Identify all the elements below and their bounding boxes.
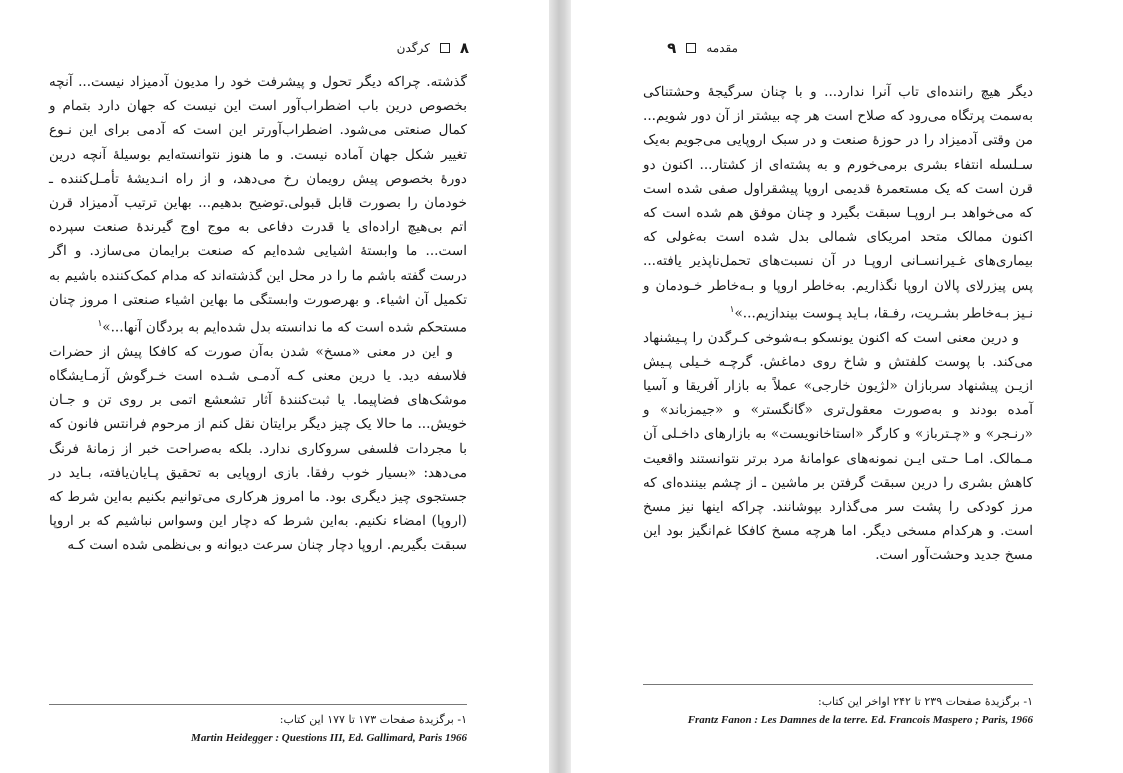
book-gutter [549, 0, 571, 773]
page-number: ۹ [667, 39, 677, 57]
running-head [667, 38, 738, 58]
running-title: مقدمه [706, 41, 738, 55]
left-page [0, 0, 549, 773]
running-title: کرگدن [396, 41, 430, 55]
footnote-text: ۱- برگزیدهٔ صفحات ۲۳۹ تا ۲۴۲ اواخر این کتاب: [817, 695, 1033, 708]
paragraph: و درین معنی است که اکنون یونسکو بـه‌شوخی کـرگدن را پـیشنهاد می‌کند. با پوست کلفتش و شاخ روی دماغش. گرچـه خـیلی پـیش ازیـن پیشنهاد سربازان «لژیون خارجی» عملاً به بازار آفریقا و آسیا آمده بودند و به‌صورت معقول‌تری «گانگستر» و «جیمزباند» و «رنـجر» و «چـترباز» و کارگر «استاخانویست» به بازارهای داخـلی آن مـمالک. امـا حـتی ایـن نمونه‌های عوامانهٔ مرد برتر نتوانستند واقعیت کاهش بشری را درین سبقت گرفتن بر ماشین ـ از چشم بیننده‌ای که مرز کودکی را پشت سر می‌گذارد بپوشانند. چراکه اینها نیز مسخ است. و هرکدام مسخی دیگر. اما هرچه مسخ کافکا غم‌انگیز بود این مسخ جدید وحشت‌آور است. [643, 329, 1033, 564]
footnote [49, 710, 467, 748]
paragraph: و این در معنی «مسخ» شدن به‌آن صورت که کافکا پیش از حضرات فلاسفه دید. یا درین معنی کـه آدمـی شـده است خـرگوش آزمـایشگاه موشک‌های فضاپیما. یا ثبت‌کنندهٔ آثار تشعشع اتمی بر روی تن و جـان خویش... ما حالا یک چیز دیگر برایتان نقل کنم از مرحوم فرانتس فانون که با مجردات فلسفی سروکاری ندارد. بلکه به‌صراحت خبر از زمانهٔ فرنگ می‌دهد: «بسیار خوب رفقا. بازی اروپایی به تحقیق پـایان‌یافته، بـاید در جستجوی چیز دیگری بود. ما امروز هرکاری می‌توانیم بکنیم به‌این شرط که (اروپا) امضاء نکنیم. به‌این شرط که دچار این وسواس نباشیم که بر اروپا سبقت بگیریم. اروپا دچار چنان سرعت دیوانه و بی‌نظمی شده است کـه [49, 343, 467, 554]
footnote-divider [49, 704, 467, 705]
footnote-marker: ۱ [97, 319, 103, 330]
right-page [571, 0, 1123, 773]
square-ornament-icon [686, 43, 696, 53]
running-head [397, 38, 469, 58]
footnote-reference: Martin Heidegger : Questions III, Ed. Gallimard, Paris 1966 [191, 732, 467, 744]
footnote [643, 692, 1033, 730]
body-text [643, 80, 1033, 568]
footnote-reference: Frantz Fanon : Les Damnes de la terre. Ed. Francois Maspero ; Paris, 1966 [687, 714, 1033, 726]
square-ornament-icon [440, 43, 450, 53]
paragraph: دیگر هیچ راننده‌ای تاب آنرا ندارد... و با چنان سرگیجهٔ وحشتناکی به‌سمت پرتگاه می‌رود که صلاح است هر چه بیشتر از آن دور شویم... من وقتی آدمیزاد را در حوزهٔ صنعت و در سبک اروپایی می‌جویم به‌یک سـلسله انتفاء بشری برمی‌خورم و به پشته‌ای از کشتار... اکنون دو قرن است که یک مستعمرهٔ قدیمی اروپا پیشقراول صفی شده است که می‌خواهد بـر اروپـا سبقت بگیرد و چنان موفق هم شده است که اکنون ممالک متحد امریکای شمالی بدل شده است به‌غولی که بیماری‌های غـیرانسـانی اروپـا در آن نسبت‌های تحمل‌ناپذیر یافته... پس پیزرلای پالان اروپا نگذاریم. به‌خاطر اروپا و بـه‌خاطر خـودمان و نـیز بـه‌خاطر بشـریت، رفـقا، بـاید پـوست بیندازیم...»$^۱$ [643, 84, 1033, 322]
paragraph: گذشته. چراکه دیگر تحول و پیشرفت خود را مدیون آدمیزاد نیست... آنچه بخصوص درین باب اضطراب‌آور است این نیست که جهان دارد بتمام و کمال صنعتی می‌شود. اضطراب‌آورتر این است که آدمی برای این نـوع تغییر شکل جهان آماده نیست. و ما هنوز نتوانسته‌ایم بوسیلهٔ آنچه درین دورهٔ بخصوص پیش رویمان رخ می‌دهد، و از راه انـدیشهٔ تأمـل‌کننده ـ خودمان را بصورت قابل قبولی.توضیح بدهیم... بهاین ترتیب آدمیزاد قرن اتم بی‌هیچ اراده‌ای یا قدرت دفاعی به موج اوج گیرندهٔ صنعت سپرده است... ما وابستهٔ اشیایی شده‌ایم که صنعت برایمان می‌سازد. و اگر درست گفته باشم ما را در محل این گذشته‌اند که مدام کمک‌کننده باشیم به تکمیل آن اشیاء. و بهرصورت وابستگی ما بهاین اشیاء صنعتی ا مروز چنان مستحکم شده است که ما ندانسته بدل شده‌ایم به بردگان آنها...»$^۱$ [49, 74, 467, 336]
footnote-marker: ۱ [729, 304, 735, 315]
footnote-text: ۱- برگزیدهٔ صفحات ۱۷۳ تا ۱۷۷ این کتاب: [279, 713, 467, 726]
body-text [49, 70, 467, 558]
page-number: ۸ [459, 39, 469, 57]
footnote-divider [643, 684, 1033, 685]
